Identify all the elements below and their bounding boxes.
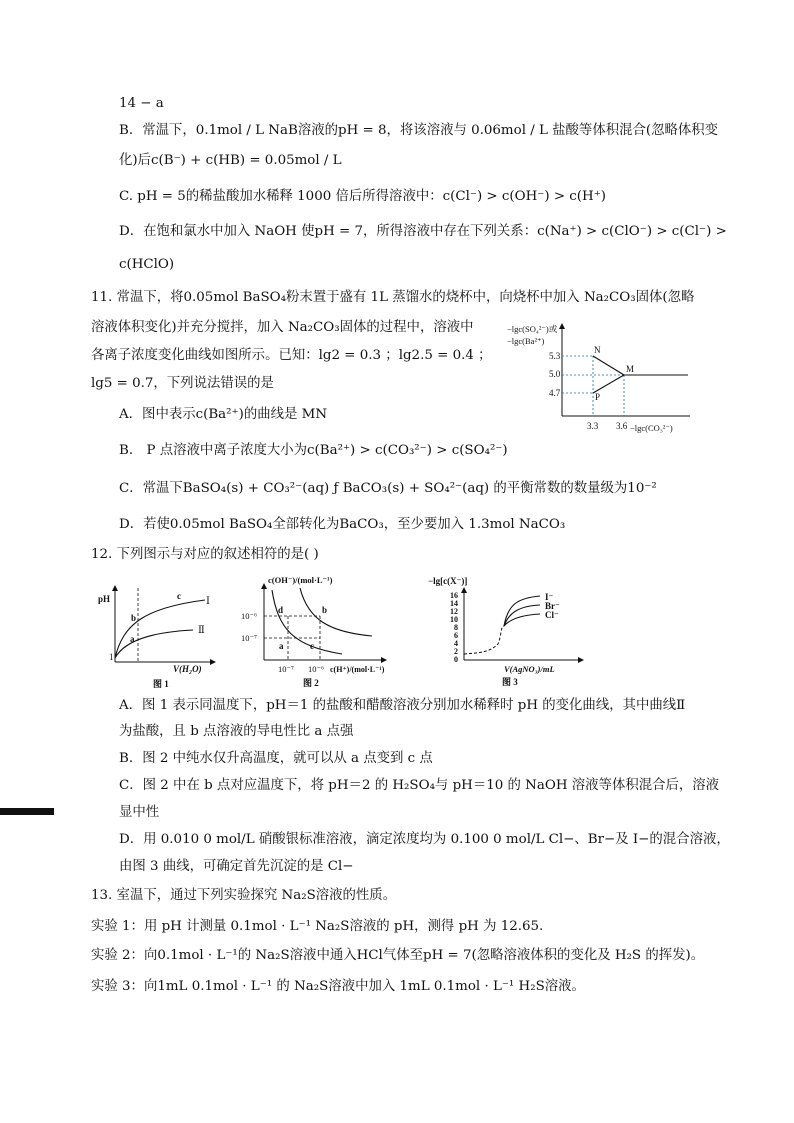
option-12-a: A．图 1 表示同温度下，pH＝1 的盐酸和醋酸溶液分别加水稀释时 pH 的变化曲线，其中曲线Ⅱ — [119, 698, 686, 713]
x-axis-label: V(AgNO₃)/mL — [504, 664, 555, 674]
text-line-3: 化)后c(B⁻) + c(HB) = 0.05mol / L — [119, 153, 342, 168]
text-line-2: B．常温下，0.1mol / L NaB溶液的pH = 8，将该溶液与 0.06mol / L 盐酸等体积混合(忽略体积变 — [119, 123, 719, 138]
option-12-b: B．图 2 中纯水仅升高温度，就可以从 a 点变到 c 点 — [119, 751, 433, 766]
x-axis-label: V(H₂O) — [173, 664, 202, 674]
guide-lines — [264, 616, 320, 660]
y-tick-10: 10 — [450, 615, 458, 624]
point-d-label: d — [278, 605, 284, 615]
text-line-6: c(HClO) — [119, 257, 175, 272]
y-tick-0: 0 — [454, 655, 458, 664]
y-axis-label: pH — [98, 594, 111, 604]
y-axis-label: −lg[c(X⁻)] — [428, 576, 468, 586]
question-12-stem: 12. 下列图示与对应的叙述相符的是( ) — [91, 547, 319, 562]
text-line-17: 为盐酸，且 b 点溶液的导电性比 a 点强 — [119, 724, 354, 739]
curve-Br — [504, 605, 540, 626]
figure-1 — [93, 580, 223, 692]
option-12-d: D．用 0.010 0 mol/L 硝酸银标准溶液，滴定浓度均为 0.100 0 mol/L Cl−、Br−及 I−的混合溶液， — [119, 832, 730, 847]
y-tick-1e-7: 10⁻⁷ — [241, 633, 257, 643]
point-c-label: c — [310, 641, 314, 651]
figure-3 — [418, 574, 598, 692]
y-tick-6: 6 — [454, 631, 458, 640]
point-b-label: b — [322, 605, 328, 615]
experiment-1: 实验 1：用 pH 计测量 0.1mol · L⁻¹ Na₂S溶液的 pH，测得 pH 为 12.65. — [91, 919, 544, 934]
isotherm-upper — [300, 588, 372, 636]
figure-2-caption: 图 2 — [303, 678, 319, 688]
y-tick-14: 14 — [450, 599, 458, 608]
y-tick-2: 2 — [454, 647, 458, 656]
option-11-b: B． P 点溶液中离子浓度大小为c(Ba²⁺) > c(CO₃²⁻) > c(SO₄²⁻) — [119, 443, 508, 458]
y-tick-16: 16 — [450, 591, 458, 600]
option-12-c: C．图 2 中在 b 点对应温度下，将 pH＝2 的 H₂SO₄与 pH＝10 的 NaOH 溶液等体积混合后，溶液 — [119, 778, 720, 793]
experiment-2: 实验 2：向0.1mol · L⁻¹的 Na₂S溶液中通入HCl气体至pH = 7(忽略溶液体积的变化及 H₂S 的挥发)。 — [91, 948, 705, 963]
point-a-label: a — [279, 641, 284, 651]
text-line-5: D．在饱和氯水中加入 NaOH 使pH = 7，所得溶液中存在下列关系：c(Na⁺) > c(ClO⁻) > c(Cl⁻) > — [119, 224, 727, 239]
x-axis-label: −lgc(CO₃²⁻) — [630, 423, 673, 433]
curve-II-label: Ⅱ — [198, 625, 205, 636]
x-tick-1e-7: 10⁻⁷ — [278, 664, 294, 674]
x-tick-3-6: 3.6 — [616, 421, 628, 431]
y-tick-8: 8 — [454, 623, 458, 632]
y-axis-label-1: −lgc(SO₄²⁻)或 — [507, 324, 558, 334]
experiment-3: 实验 3：向1mL 0.1mol · L⁻¹ 的 Na₂S溶液中加入 1mL 0.1mol · L⁻¹ H₂S溶液。 — [91, 979, 585, 994]
y-axis-label: c(OH⁻)/(mol·L⁻¹) — [268, 575, 333, 585]
option-11-c: C．常温下BaSO₄(s) + CO₃²⁻(aq) ƒ BaCO₃(s) + SO₄²⁻(aq) 的平衡常数的数量级为10⁻² — [119, 481, 657, 496]
legend-Br: Br⁻ — [545, 601, 560, 611]
text-line-8: 溶液体积变化)并充分搅拌，加入 Na₂CO₃固体的过程中，溶液中 — [91, 320, 474, 335]
question-11-stem: 11. 常温下，将0.05mol BaSO₄粉末置于盛有 1L 蒸馏水的烧杯中，向烧杯中加入 Na₂CO₃固体(忽略 — [91, 290, 695, 305]
origin-label: 1 — [109, 652, 114, 662]
common-start-dashed — [464, 626, 504, 654]
figure-q11 — [500, 318, 700, 440]
y-axis-label-2: −lgc(Ba²⁺) — [507, 336, 545, 346]
point-n-label: N — [594, 345, 601, 355]
legend-Cl: Cl⁻ — [545, 610, 559, 620]
y-tick-12: 12 — [450, 607, 458, 616]
curve-I-label: Ⅰ — [206, 596, 210, 607]
figure-3-caption: 图 3 — [502, 677, 518, 687]
y-tick-5-3: 5.3 — [549, 351, 561, 361]
curve-pm — [593, 375, 624, 393]
y-tick-4: 4 — [454, 639, 458, 648]
curve-nm — [593, 356, 624, 375]
text-line-9: 各离子浓度变化曲线如图所示。已知：lg2 = 0.3 ；lg2.5 = 0.4 ； — [91, 348, 492, 363]
y-tick-4-7: 4.7 — [549, 388, 561, 398]
point-p-label: P — [595, 392, 601, 402]
figure-1-caption: 图 1 — [153, 679, 169, 689]
option-11-d: D．若使0.05mol BaSO₄全部转化为BaCO₃，至少要加入 1.3mol NaCO₃ — [119, 517, 566, 532]
text-line-1: 14 − a — [119, 96, 164, 111]
point-b-label: b — [131, 613, 137, 623]
text-line-10: lg5 = 0.7，下列说法错误的是 — [91, 376, 274, 391]
guide-lines — [562, 356, 624, 416]
curve-I — [115, 600, 205, 658]
legend-I: I⁻ — [545, 592, 554, 602]
x-tick-1e-6: 10⁻⁶ — [308, 664, 324, 674]
point-c-label: c — [177, 591, 181, 601]
text-line-22: 由图 3 曲线，可确定首先沉淀的是 Cl− — [119, 859, 354, 874]
question-13-stem: 13. 室温下，通过下列实验探究 Na₂S溶液的性质。 — [91, 888, 397, 903]
y-tick-5-0: 5.0 — [549, 369, 561, 379]
text-line-20: 显中性 — [119, 805, 160, 820]
option-11-a: A．图中表示c(Ba²⁺)的曲线是 MN — [119, 407, 328, 422]
figure-2 — [238, 574, 398, 692]
y-tick-1e-6: 10⁻⁶ — [241, 611, 257, 621]
point-m-label: M — [626, 364, 635, 374]
curve-II — [115, 630, 193, 658]
text-line-4: C. pH = 5的稀盐酸加水稀释 1000 倍后所得溶液中：c(Cl⁻) > c(OH⁻) > c(H⁺) — [119, 189, 606, 204]
x-axis-label: c(H⁺)/(mol·L⁻¹) — [330, 665, 385, 674]
x-tick-3-3: 3.3 — [587, 421, 599, 431]
point-a-label: a — [130, 634, 135, 644]
margin-marker — [0, 808, 54, 815]
